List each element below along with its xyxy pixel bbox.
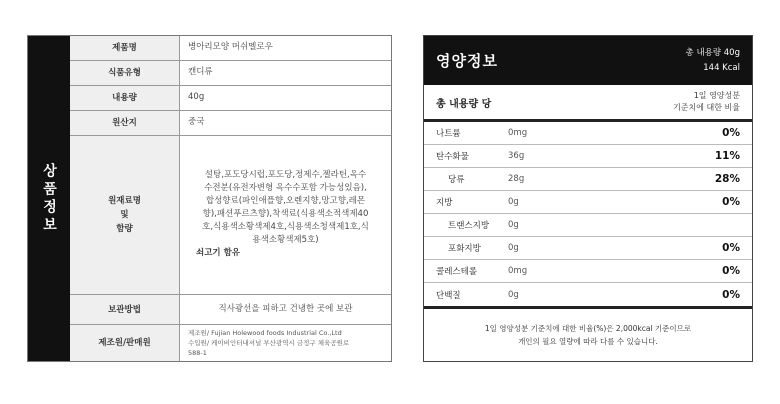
nutrient-name: 포화지방 [448,244,481,254]
manufacturer-line: 수입원/ 케이비인터내셔널 부산광역시 금정구 체육공원로 [188,339,350,348]
nutrition-subheader [424,85,752,122]
ingredients-text [188,169,383,260]
ingredients-line: 설탕,포도당시럽,포도당,정제수,젤라틴,옥수 [204,170,367,181]
nutrient-name: 단백질 [436,290,461,301]
nutrient-row-cholesterol [424,260,752,283]
info-row-net-weight [70,86,391,111]
product-info-side-header [28,36,70,361]
info-label: 원산지 [70,111,180,135]
info-row-manufacturer [70,325,391,361]
nutrient-name: 콜레스테롤 [436,267,478,277]
ingredients-line: 용색소황색제5호) [252,235,319,246]
info-value: 직사광선을 피하고 건냉한 곳에 보관 [218,304,353,315]
total-kcal: 144 Kcal [703,62,740,73]
info-value: 병아리모양 머쉬멜로우 [188,42,273,53]
product-info-side-title: 상품정보 [41,162,57,235]
nutrient-amount: 28g [508,174,525,184]
nutrient-row-sugars [424,168,752,191]
info-label-line: 함량 [116,223,133,234]
info-value: 중국 [188,117,205,128]
nutrient-amount: 0g [508,289,519,300]
nutrient-amount: 0mg [508,266,528,276]
nutrition-title: 영양정보 [436,52,498,70]
nutrition-header [424,36,752,85]
info-row-storage [70,295,391,325]
nutrient-amount: 0mg [508,128,528,138]
nutrient-row-sodium [424,122,752,145]
footnote-line: 개인의 필요 열량에 따라 다를 수 있습니다. [518,337,658,346]
info-value: 40g [188,92,205,103]
manufacturer-line: 제조원/ Fujian Holewood foods Industrial Co.,Ltd [188,329,342,338]
nutrition-totals [686,46,740,76]
nutrient-percent: 0% [722,265,740,277]
nutrient-percent: 0% [722,242,740,254]
nutrition-footnote [424,306,752,361]
nutrient-row-saturated-fat [424,237,752,260]
info-label: 제조원/판매원 [70,325,180,361]
nutrient-amount: 0g [508,243,519,253]
nutrient-percent: 0% [722,288,740,301]
nutrient-name: 탄수화물 [436,152,469,162]
nutrient-percent: 11% [714,150,740,162]
nutrient-percent: 0% [722,127,740,139]
per-serving-label: 총 내용량 당 [436,98,492,110]
nutrient-row-trans-fat [424,214,752,237]
info-label-line: 원재료명 [108,195,141,206]
info-value: 캔디류 [188,67,213,78]
daily-value-label [673,90,740,114]
info-label [70,136,180,294]
manufacturer-line: 588-1 [188,349,207,358]
nutrition-facts-panel [423,35,753,362]
nutrient-name: 지방 [436,198,453,208]
nutrient-percent: 0% [722,196,740,208]
allergen-note: 쇠고기 함유 [196,248,241,259]
footnote-line: 1일 영양성분 기준치에 대한 비율(%)은 2,000kcal 기준이므로 [484,324,692,333]
ingredients-line: 합성향료(파인애플향,오렌지향,망고향,레몬 [205,196,366,207]
product-info-table [27,35,392,362]
info-label: 제품명 [70,36,180,60]
info-row-origin [70,111,391,136]
info-label: 내용량 [70,86,180,110]
info-row-ingredients [70,136,391,295]
info-row-product-name [70,36,391,61]
nutrient-amount: 0g [508,220,519,230]
nutrient-row-carbohydrate [424,145,752,168]
nutrient-row-fat [424,191,752,214]
nutrient-amount: 36g [508,151,525,161]
nutrient-name: 당류 [448,175,465,185]
nutrient-name: 나트륨 [436,129,461,139]
nutrient-amount: 0g [508,197,519,207]
info-row-food-type [70,61,391,86]
info-label: 식품유형 [70,61,180,85]
info-label-line: 및 [120,209,129,220]
ingredients-line: 호,식용색소황색제4호,식용색소청색제1호,식 [202,222,369,233]
info-value [180,325,391,361]
info-label: 보관방법 [70,295,180,324]
daily-value-line: 기준치에 대한 비율 [673,103,740,112]
ingredients-line: 향),패션푸르츠향),착색료(식용색소적색제40 [202,209,369,220]
nutrient-name: 트랜스지방 [448,221,490,231]
ingredients-line: 수전분(유전자변형 옥수수포함 가능성있음), [204,183,367,194]
daily-value-line: 1일 영양성분 [693,91,740,100]
total-amount: 총 내용량 40g [685,47,740,58]
nutrient-row-protein [424,283,752,306]
info-value [180,136,391,294]
product-info-rows [70,36,391,361]
nutrient-percent: 28% [714,173,740,185]
